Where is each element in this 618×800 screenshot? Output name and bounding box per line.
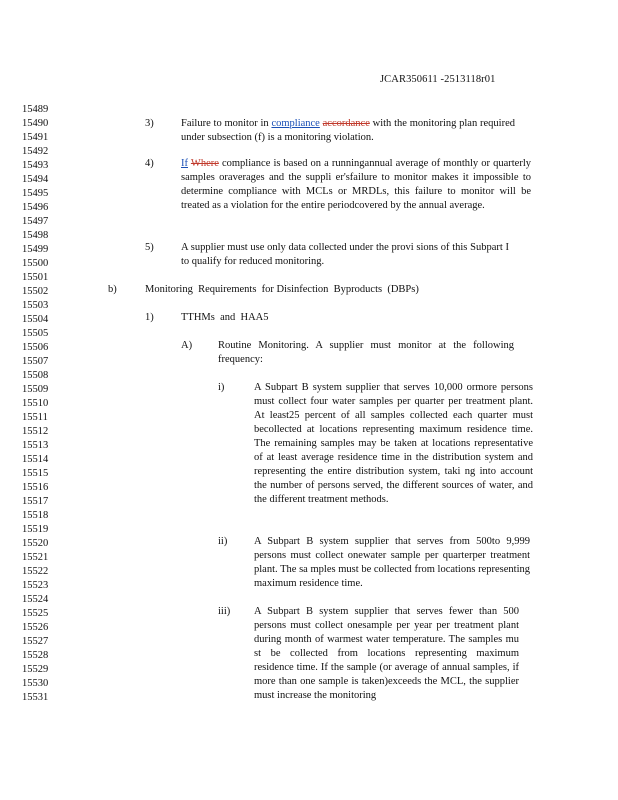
subsection-b-heading: Monitoring Requirements for Disinfection Byproducts (DBPs) [145, 284, 419, 295]
line-number: 15507 [22, 356, 49, 367]
line-number: 15527 [22, 636, 49, 647]
line-number: 15520 [22, 538, 49, 549]
line-number: 15523 [22, 580, 49, 591]
item-3-label: 3) [145, 118, 154, 129]
line-number: 15500 [22, 258, 49, 269]
item-ii-text: A Subpart B system supplier that serves from 500to 9,999 persons must collect onewater sample per quarterper treatment plant. The sa mples must be collected from locations representing maximum residence time. [254, 536, 530, 589]
item-4-text-post: compliance is based on a runningannual average of monthly or quarterly samples oraverages and the suppli er'sfailure to monitor makes it impossible to determine compliance with MCLs or MRDLs, this failure to monitor will be treated as a violation for the entire periodcovered by the annual average. [181, 158, 531, 211]
line-number: 15508 [22, 370, 49, 381]
line-number: 15524 [22, 594, 49, 605]
line-number: 15512 [22, 426, 49, 437]
line-number: 15502 [22, 286, 49, 297]
item-3-text [181, 117, 515, 145]
item-3-text-post: with the monitoring plan required under subsection (f) is a monitoring violation. [181, 118, 515, 143]
line-number: 15530 [22, 678, 49, 689]
line-number: 15516 [22, 482, 49, 493]
item-iii-label: iii) [218, 606, 231, 617]
line-number: 15514 [22, 454, 49, 465]
line-number: 15503 [22, 300, 49, 311]
inserted-text: compliance [271, 118, 320, 129]
item-iii-text: A Subpart B system supplier that serves fewer than 500 persons must collect onesample per year per treatment plant during month of warmest water temperature. The samples mu st be collected from locations representing maximum residence time. If the sample (or average of annual samples, if more than one sample is taken)exceeds the MCL, the supplier must increase the monitoring [254, 606, 519, 701]
line-number: 15492 [22, 146, 49, 157]
line-number: 15504 [22, 314, 49, 325]
line-number: 15506 [22, 342, 49, 353]
line-number: 15494 [22, 174, 49, 185]
item-3-text-pre: Failure to monitor in [181, 118, 272, 129]
item-i-label: i) [218, 382, 225, 393]
subsection-b-label: b) [108, 284, 117, 295]
line-number: 15521 [22, 552, 49, 563]
line-number: 15517 [22, 496, 49, 507]
item-A-text: Routine Monitoring. A supplier must monitor at the following frequency: [218, 340, 514, 365]
line-number: 15497 [22, 216, 49, 227]
item-b1-label: 1) [145, 312, 154, 323]
line-number: 15511 [22, 412, 48, 423]
item-4-text [181, 157, 531, 213]
line-number: 15525 [22, 608, 49, 619]
line-number: 15491 [22, 132, 49, 143]
deleted-text: Where [190, 158, 219, 169]
item-b1-heading: TTHMs and HAA5 [181, 312, 269, 323]
line-number: 15490 [22, 118, 49, 129]
line-number: 15528 [22, 650, 49, 661]
line-number: 15515 [22, 468, 49, 479]
item-4-label: 4) [145, 158, 154, 169]
item-5-text: A supplier must use only data collected under the provi sions of this Subpart I to qualify for reduced monitoring. [181, 242, 509, 267]
line-number: 15531 [22, 692, 49, 703]
line-number: 15529 [22, 664, 49, 675]
line-number: 15505 [22, 328, 49, 339]
item-i-text: A Subpart B system supplier that serves 10,000 ormore persons must collect four water samples per quarter per treatment plant. At least25 percent of all samples collected each quarter must becollected at locations representing maximum residence time. The remaining samples may be taken at locations representative of at least average residence time in the distribution system and representing the entire distribution system, taki ng into account the number of persons served, the different sources of water, and the different treatment methods. [254, 382, 533, 505]
line-number: 15496 [22, 202, 49, 213]
line-number: 15522 [22, 566, 49, 577]
line-number: 15518 [22, 510, 49, 521]
line-number: 15513 [22, 440, 49, 451]
line-number: 15526 [22, 622, 49, 633]
line-number: 15519 [22, 524, 49, 535]
line-number: 15493 [22, 160, 49, 171]
document-id-header: JCAR350611 -2513118r01 [380, 74, 496, 85]
line-number: 15509 [22, 384, 49, 395]
line-number: 15498 [22, 230, 49, 241]
line-number: 15501 [22, 272, 49, 283]
line-number: 15499 [22, 244, 49, 255]
line-number: 15510 [22, 398, 49, 409]
inserted-text: If [181, 158, 188, 169]
deleted-text: accordance [322, 118, 370, 129]
line-number: 15495 [22, 188, 49, 199]
item-A-label: A) [181, 340, 193, 351]
item-ii-label: ii) [218, 536, 228, 547]
line-number: 15489 [22, 104, 49, 115]
item-5-label: 5) [145, 242, 154, 253]
